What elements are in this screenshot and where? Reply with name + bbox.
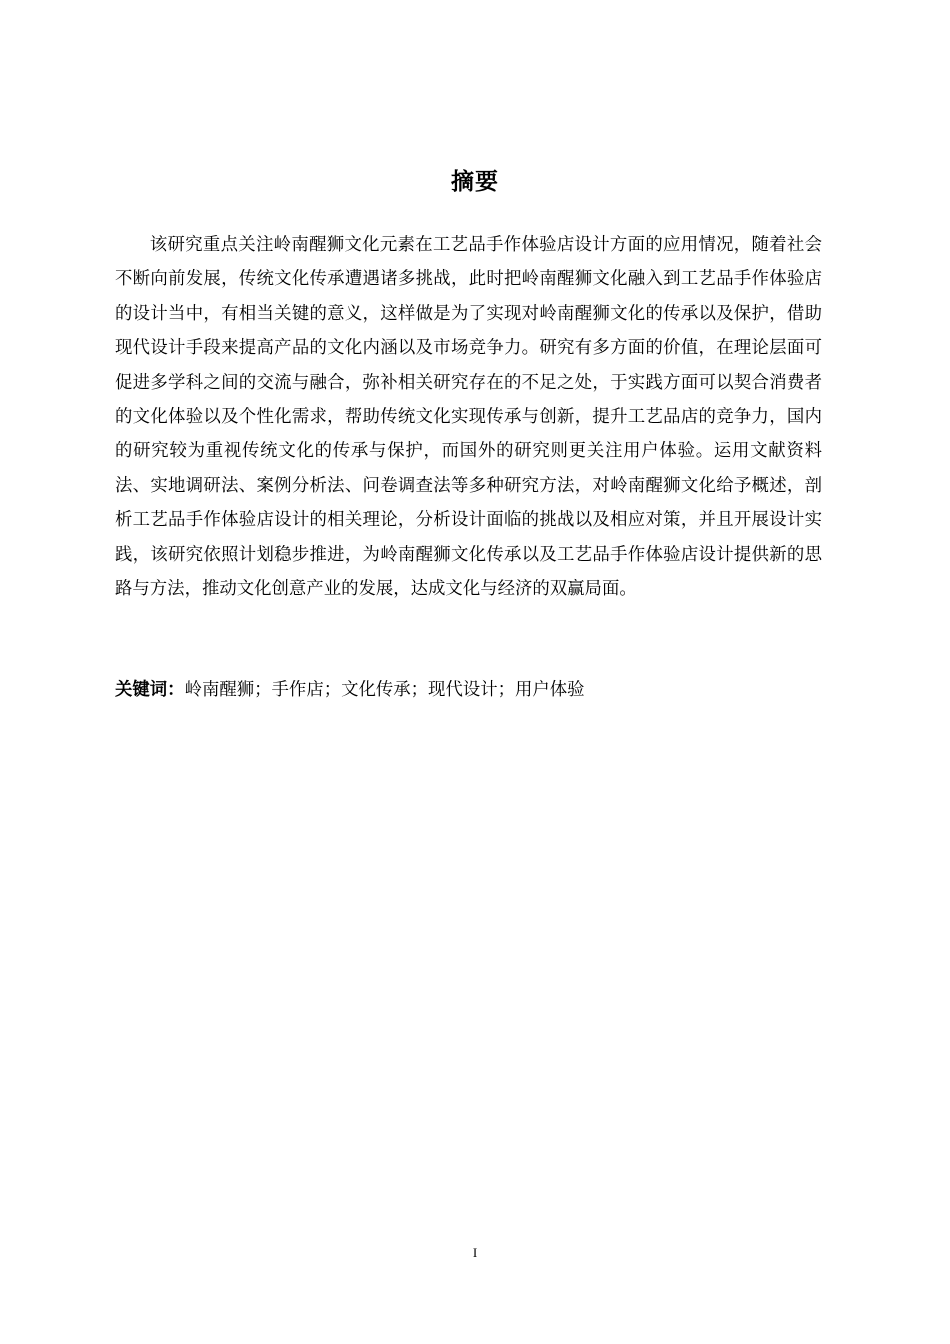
page-number: I (472, 1245, 478, 1260)
abstract-paragraph: 该研究重点关注岭南醒狮文化元素在工艺品手作体验店设计方面的应用情况，随着社会不断向前发展，传统文化传承遭遇诸多挑战，此时把岭南醒狮文化融入到工艺品手作体验店的设计当中，有相当关键的意义，这样做是为了实现对岭南醒狮文化的传承以及保护，借助现代设计手段来提高产品的文化内涵以及市场竞争力。研究有多方面的价值，在理论层面可促进多学科之间的交流与融合，弥补相关研究存在的不足之处，于实践方面可以契合消费者的文化体验以及个性化需求，帮助传统文化实现传承与创新，提升工艺品店的竞争力，国内的研究较为重视传统文化的传承与保护，而国外的研究则更关注用户体验。运用文献资料法、实地调研法、案例分析法、问卷调查法等多种研究方法，对岭南醒狮文化给予概述，剖析工艺品手作体验店设计的相关理论，分析设计面临的挑战以及相应对策，并且开展设计实践，该研究依照计划稳步推进，为岭南醒狮文化传承以及工艺品手作体验店设计提供新的思路与方法，推动文化创意产业的发展，达成文化与经济的双赢局面。 (115, 235, 822, 600)
keywords-line (115, 675, 822, 705)
keywords-text: 岭南醒狮；手作店；文化传承；现代设计；用户体验 (184, 680, 585, 700)
page-title: 摘要 (451, 169, 499, 195)
keywords-label: 关键词： (115, 680, 185, 700)
